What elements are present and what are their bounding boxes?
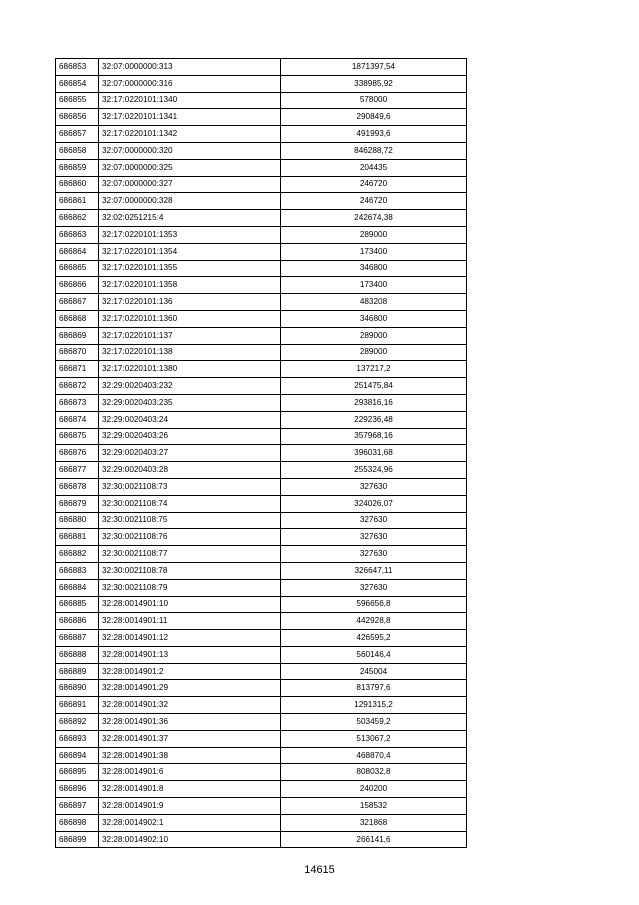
cadastral-value-cell: 596656,8 xyxy=(281,596,467,613)
row-id-cell: 686876 xyxy=(56,445,99,462)
cadastral-number-cell: 32:28:0014901:32 xyxy=(99,697,281,714)
cadastral-value-cell: 426595,2 xyxy=(281,630,467,647)
cadastral-value-cell: 327630 xyxy=(281,512,467,529)
cadastral-number-cell: 32:29:0020403:235 xyxy=(99,394,281,411)
cadastral-number-cell: 32:17:0220101:1342 xyxy=(99,126,281,143)
cadastral-value-cell: 442928,8 xyxy=(281,613,467,630)
row-id-cell: 686857 xyxy=(56,126,99,143)
cadastral-number-cell: 32:17:0220101:1340 xyxy=(99,92,281,109)
row-id-cell: 686899 xyxy=(56,831,99,848)
cadastral-value-cell: 491993,6 xyxy=(281,126,467,143)
cadastral-number-cell: 32:17:0220101:1353 xyxy=(99,226,281,243)
cadastral-value-cell: 204435 xyxy=(281,159,467,176)
row-id-cell: 686861 xyxy=(56,193,99,210)
row-id-cell: 686858 xyxy=(56,142,99,159)
row-id-cell: 686881 xyxy=(56,529,99,546)
cadastral-number-cell: 32:17:0220101:1358 xyxy=(99,277,281,294)
row-id-cell: 686896 xyxy=(56,781,99,798)
cadastral-value-cell: 289000 xyxy=(281,327,467,344)
cadastral-value-cell: 245004 xyxy=(281,663,467,680)
table-row xyxy=(56,831,467,848)
cadastral-value-cell: 327630 xyxy=(281,478,467,495)
row-id-cell: 686856 xyxy=(56,109,99,126)
row-id-cell: 686869 xyxy=(56,327,99,344)
cadastral-number-cell: 32:28:0014902:10 xyxy=(99,831,281,848)
cadastral-value-cell: 846288,72 xyxy=(281,142,467,159)
cadastral-number-cell: 32:07:0000000:328 xyxy=(99,193,281,210)
row-id-cell: 686877 xyxy=(56,462,99,479)
cadastral-number-cell: 32:17:0220101:136 xyxy=(99,294,281,311)
cadastral-value-cell: 396031,68 xyxy=(281,445,467,462)
row-id-cell: 686870 xyxy=(56,344,99,361)
table-row xyxy=(56,142,467,159)
table-row xyxy=(56,344,467,361)
row-id-cell: 686888 xyxy=(56,646,99,663)
cadastral-number-cell: 32:17:0220101:1354 xyxy=(99,243,281,260)
cadastral-value-cell: 346800 xyxy=(281,310,467,327)
cadastral-value-cell: 483208 xyxy=(281,294,467,311)
cadastral-number-cell: 32:07:0000000:316 xyxy=(99,75,281,92)
row-id-cell: 686898 xyxy=(56,814,99,831)
cadastral-number-cell: 32:28:0014901:38 xyxy=(99,747,281,764)
cadastral-number-cell: 32:30:0021108:76 xyxy=(99,529,281,546)
cadastral-number-cell: 32:17:0220101:137 xyxy=(99,327,281,344)
row-id-cell: 686860 xyxy=(56,176,99,193)
row-id-cell: 686878 xyxy=(56,478,99,495)
cadastral-value-cell: 293816,16 xyxy=(281,394,467,411)
table-row xyxy=(56,663,467,680)
cadastral-number-cell: 32:07:0000000:325 xyxy=(99,159,281,176)
cadastral-value-cell: 578000 xyxy=(281,92,467,109)
cadastral-number-cell: 32:28:0014902:1 xyxy=(99,814,281,831)
table-row xyxy=(56,126,467,143)
cadastral-value-cell: 289000 xyxy=(281,226,467,243)
cadastral-number-cell: 32:28:0014901:11 xyxy=(99,613,281,630)
table-row xyxy=(56,378,467,395)
row-id-cell: 686892 xyxy=(56,714,99,731)
cadastral-value-cell: 246720 xyxy=(281,176,467,193)
page-number: 14615 xyxy=(304,864,335,876)
cadastral-value-cell: 289000 xyxy=(281,344,467,361)
row-id-cell: 686872 xyxy=(56,378,99,395)
table-row xyxy=(56,495,467,512)
cadastral-value-cell: 327630 xyxy=(281,579,467,596)
cadastral-value-cell: 808032,8 xyxy=(281,764,467,781)
table-row xyxy=(56,310,467,327)
row-id-cell: 686895 xyxy=(56,764,99,781)
row-id-cell: 686864 xyxy=(56,243,99,260)
table-row xyxy=(56,478,467,495)
table-row xyxy=(56,680,467,697)
row-id-cell: 686889 xyxy=(56,663,99,680)
table-row xyxy=(56,243,467,260)
cadastral-number-cell: 32:28:0014901:2 xyxy=(99,663,281,680)
row-id-cell: 686871 xyxy=(56,361,99,378)
cadastral-number-cell: 32:29:0020403:27 xyxy=(99,445,281,462)
cadastral-number-cell: 32:07:0000000:320 xyxy=(99,142,281,159)
cadastral-number-cell: 32:28:0014901:29 xyxy=(99,680,281,697)
table-row xyxy=(56,764,467,781)
row-id-cell: 686883 xyxy=(56,562,99,579)
table-row xyxy=(56,781,467,798)
table-row xyxy=(56,59,467,76)
table-row xyxy=(56,361,467,378)
cadastral-number-cell: 32:28:0014901:13 xyxy=(99,646,281,663)
table-row xyxy=(56,814,467,831)
row-id-cell: 686866 xyxy=(56,277,99,294)
cadastral-value-cell: 327630 xyxy=(281,529,467,546)
table-row xyxy=(56,394,467,411)
cadastral-value-cell: 290849,6 xyxy=(281,109,467,126)
table-row xyxy=(56,579,467,596)
cadastral-number-cell: 32:30:0021108:77 xyxy=(99,546,281,563)
row-id-cell: 686890 xyxy=(56,680,99,697)
cadastral-number-cell: 32:17:0220101:1380 xyxy=(99,361,281,378)
cadastral-value-cell: 357968,16 xyxy=(281,428,467,445)
row-id-cell: 686879 xyxy=(56,495,99,512)
cadastral-number-cell: 32:17:0220101:138 xyxy=(99,344,281,361)
table-row xyxy=(56,462,467,479)
cadastral-value-cell: 266141,6 xyxy=(281,831,467,848)
cadastral-value-cell: 813797,6 xyxy=(281,680,467,697)
cadastral-value-cell: 503459,2 xyxy=(281,714,467,731)
cadastral-number-cell: 32:07:0000000:327 xyxy=(99,176,281,193)
cadastral-number-cell: 32:07:0000000:313 xyxy=(99,59,281,76)
cadastral-value-cell: 324026,07 xyxy=(281,495,467,512)
table-row xyxy=(56,697,467,714)
cadastral-number-cell: 32:17:0220101:1355 xyxy=(99,260,281,277)
cadastral-value-cell: 242674,38 xyxy=(281,210,467,227)
cadastral-number-cell: 32:28:0014901:36 xyxy=(99,714,281,731)
cadastral-number-cell: 32:17:0220101:1360 xyxy=(99,310,281,327)
cadastral-value-cell: 229236,48 xyxy=(281,411,467,428)
table-row xyxy=(56,159,467,176)
cadastral-number-cell: 32:29:0020403:26 xyxy=(99,428,281,445)
row-id-cell: 686854 xyxy=(56,75,99,92)
row-id-cell: 686873 xyxy=(56,394,99,411)
table-row xyxy=(56,546,467,563)
cadastral-value-cell: 251475,84 xyxy=(281,378,467,395)
table-row xyxy=(56,798,467,815)
row-id-cell: 686880 xyxy=(56,512,99,529)
cadastral-number-cell: 32:28:0014901:9 xyxy=(99,798,281,815)
row-id-cell: 686863 xyxy=(56,226,99,243)
row-id-cell: 686859 xyxy=(56,159,99,176)
row-id-cell: 686867 xyxy=(56,294,99,311)
cadastral-value-cell: 513067,2 xyxy=(281,730,467,747)
cadastral-value-cell: 173400 xyxy=(281,277,467,294)
cadastral-number-cell: 32:30:0021108:79 xyxy=(99,579,281,596)
table-row xyxy=(56,596,467,613)
table-row xyxy=(56,613,467,630)
cadastral-value-cell: 246720 xyxy=(281,193,467,210)
cadastral-value-cell: 255324,96 xyxy=(281,462,467,479)
table-row xyxy=(56,210,467,227)
cadastral-number-cell: 32:28:0014901:6 xyxy=(99,764,281,781)
table-row xyxy=(56,646,467,663)
cadastral-value-cell: 1871397,54 xyxy=(281,59,467,76)
table-row xyxy=(56,260,467,277)
cadastral-number-cell: 32:30:0021108:75 xyxy=(99,512,281,529)
table-row xyxy=(56,747,467,764)
table-row xyxy=(56,714,467,731)
table-row xyxy=(56,630,467,647)
row-id-cell: 686865 xyxy=(56,260,99,277)
row-id-cell: 686862 xyxy=(56,210,99,227)
cadastral-value-cell: 468870,4 xyxy=(281,747,467,764)
row-id-cell: 686886 xyxy=(56,613,99,630)
cadastral-value-cell: 326647,11 xyxy=(281,562,467,579)
cadastral-number-cell: 32:28:0014901:10 xyxy=(99,596,281,613)
table-body xyxy=(56,59,467,848)
table-row xyxy=(56,411,467,428)
cadastral-value-cell: 346800 xyxy=(281,260,467,277)
table-row xyxy=(56,92,467,109)
table-row xyxy=(56,529,467,546)
table-row xyxy=(56,75,467,92)
row-id-cell: 686853 xyxy=(56,59,99,76)
cadastral-number-cell: 32:28:0014901:8 xyxy=(99,781,281,798)
cadastral-value-cell: 158532 xyxy=(281,798,467,815)
cadastral-value-cell: 240200 xyxy=(281,781,467,798)
cadastral-number-cell: 32:28:0014901:37 xyxy=(99,730,281,747)
cadastral-value-cell: 137217,2 xyxy=(281,361,467,378)
cadastral-number-cell: 32:29:0020403:24 xyxy=(99,411,281,428)
row-id-cell: 686875 xyxy=(56,428,99,445)
cadastral-value-cell: 327630 xyxy=(281,546,467,563)
table-row xyxy=(56,445,467,462)
cadastral-number-cell: 32:28:0014901:12 xyxy=(99,630,281,647)
cadastral-number-cell: 32:30:0021108:74 xyxy=(99,495,281,512)
row-id-cell: 686897 xyxy=(56,798,99,815)
row-id-cell: 686855 xyxy=(56,92,99,109)
cadastral-value-table xyxy=(55,58,467,848)
row-id-cell: 686868 xyxy=(56,310,99,327)
cadastral-number-cell: 32:29:0020403:232 xyxy=(99,378,281,395)
cadastral-value-cell: 1291315,2 xyxy=(281,697,467,714)
row-id-cell: 686882 xyxy=(56,546,99,563)
table-row xyxy=(56,109,467,126)
table-row xyxy=(56,193,467,210)
row-id-cell: 686887 xyxy=(56,630,99,647)
table-row xyxy=(56,512,467,529)
row-id-cell: 686891 xyxy=(56,697,99,714)
cadastral-value-cell: 338985,92 xyxy=(281,75,467,92)
row-id-cell: 686885 xyxy=(56,596,99,613)
cadastral-number-cell: 32:30:0021108:78 xyxy=(99,562,281,579)
row-id-cell: 686874 xyxy=(56,411,99,428)
cadastral-value-cell: 173400 xyxy=(281,243,467,260)
table-row xyxy=(56,176,467,193)
table-row xyxy=(56,277,467,294)
table-row xyxy=(56,294,467,311)
row-id-cell: 686884 xyxy=(56,579,99,596)
cadastral-value-cell: 560146,4 xyxy=(281,646,467,663)
table-row xyxy=(56,327,467,344)
table-row xyxy=(56,562,467,579)
cadastral-number-cell: 32:29:0020403:28 xyxy=(99,462,281,479)
cadastral-number-cell: 32:17:0220101:1341 xyxy=(99,109,281,126)
table-row xyxy=(56,226,467,243)
cadastral-number-cell: 32:02:0251215:4 xyxy=(99,210,281,227)
cadastral-value-cell: 321868 xyxy=(281,814,467,831)
row-id-cell: 686894 xyxy=(56,747,99,764)
row-id-cell: 686893 xyxy=(56,730,99,747)
table-row xyxy=(56,428,467,445)
table-row xyxy=(56,730,467,747)
cadastral-number-cell: 32:30:0021108:73 xyxy=(99,478,281,495)
